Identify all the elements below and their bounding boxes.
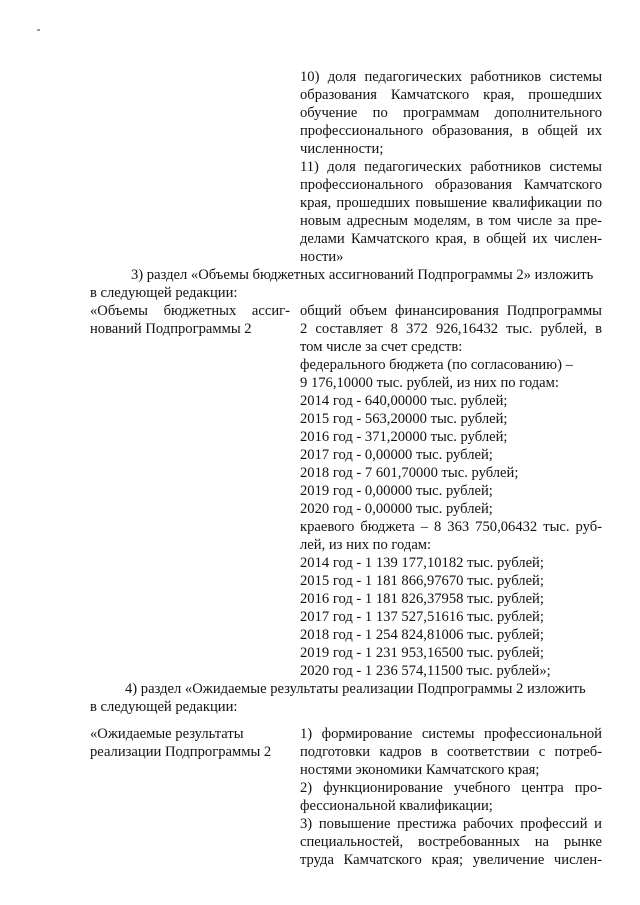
section3-intro-2: в следующей редакции: xyxy=(90,285,238,301)
s3-line-2: 2 составляет 8 372 926,16432 тыс. рублей, в xyxy=(300,321,602,337)
s4-line-4: 2) функционирование учебного центра про- xyxy=(300,780,602,796)
section4-intro-1: 4) раздел «Ожидаемые результаты реализации Подпрограммы 2 изложить xyxy=(125,681,586,697)
section4-intro-2: в следующей редакции: xyxy=(90,699,238,715)
s4-line-2: подготовки кадров в соответствии с потреб- xyxy=(300,744,602,760)
s3-line-10: 2018 год - 7 601,70000 тыс. рублей; xyxy=(300,465,519,481)
s3-line-13: краевого бюджета – 8 363 750,06432 тыс. руб- xyxy=(300,519,602,535)
s3-line-5: 9 176,10000 тыс. рублей, из них по годам: xyxy=(300,375,559,391)
s3-line-15: 2014 год - 1 139 177,10182 тыс. рублей; xyxy=(300,555,544,571)
top-line-5: численности; xyxy=(300,141,384,157)
s4-line-3: ностями экономики Камчатского края; xyxy=(300,762,540,778)
section3-intro-1: 3) раздел «Объемы бюджетных ассигнований Подпрограммы 2» изложить xyxy=(131,267,594,283)
section4-label-1: «Ожидаемые результаты xyxy=(90,726,244,742)
top-line-8: края, прошедших повышение квалификации по xyxy=(300,195,602,211)
section3-label-2: нований Подпрограммы 2 xyxy=(90,321,252,337)
s3-line-21: 2020 год - 1 236 574,11500 тыс. рублей»; xyxy=(300,663,551,679)
s3-line-14: лей, из них по годам: xyxy=(300,537,432,553)
top-line-2: образования Камчатского края, прошедших xyxy=(300,87,602,103)
s3-line-6: 2014 год - 640,00000 тыс. рублей; xyxy=(300,393,508,409)
s3-line-11: 2019 год - 0,00000 тыс. рублей; xyxy=(300,483,493,499)
top-line-4: профессионального образования, в общей их xyxy=(300,123,602,139)
s3-line-7: 2015 год - 563,20000 тыс. рублей; xyxy=(300,411,508,427)
s3-line-20: 2019 год - 1 231 953,16500 тыс. рублей; xyxy=(300,645,544,661)
top-line-11: ности» xyxy=(300,249,344,265)
s3-line-8: 2016 год - 371,20000 тыс. рублей; xyxy=(300,429,508,445)
s4-line-6: 3) повышение престижа рабочих профессий и xyxy=(300,816,602,832)
section4-label-2: реализации Подпрограммы 2 xyxy=(90,744,272,760)
top-line-9: новым адресным моделям, в том числе за пре- xyxy=(300,213,602,229)
s4-line-1: 1) формирование системы профессиональной xyxy=(300,726,602,742)
top-line-1: 10) доля педагогических работников системы xyxy=(300,69,602,85)
s3-line-18: 2017 год - 1 137 527,51616 тыс. рублей; xyxy=(300,609,544,625)
s3-line-12: 2020 год - 0,00000 тыс. рублей; xyxy=(300,501,493,517)
s3-line-1: общий объем финансирования Подпрограммы xyxy=(300,303,602,319)
s3-line-4: федерального бюджета (по согласованию) – xyxy=(300,357,573,373)
s3-line-3: том числе за счет средств: xyxy=(300,339,463,355)
s4-line-5: фессиональной квалификации; xyxy=(300,798,493,814)
s4-line-8: труда Камчатского края; увеличение числен- xyxy=(300,852,602,868)
s3-line-17: 2016 год - 1 181 826,37958 тыс. рублей; xyxy=(300,591,544,607)
top-line-10: делами Камчатского края, в общей их числен- xyxy=(300,231,602,247)
top-line-3: обучение по программам дополнительного xyxy=(300,105,602,121)
s3-line-16: 2015 год - 1 181 866,97670 тыс. рублей; xyxy=(300,573,544,589)
scan-mark xyxy=(37,29,40,31)
s3-line-19: 2018 год - 1 254 824,81006 тыс. рублей; xyxy=(300,627,544,643)
s3-line-9: 2017 год - 0,00000 тыс. рублей; xyxy=(300,447,493,463)
top-line-6: 11) доля педагогических работников системы xyxy=(300,159,602,175)
top-line-7: профессионального образования Камчатского xyxy=(300,177,602,193)
section3-label-1: «Объемы бюджетных ассиг- xyxy=(90,303,290,319)
s4-line-7: специальностей, востребованных на рынке xyxy=(300,834,602,850)
